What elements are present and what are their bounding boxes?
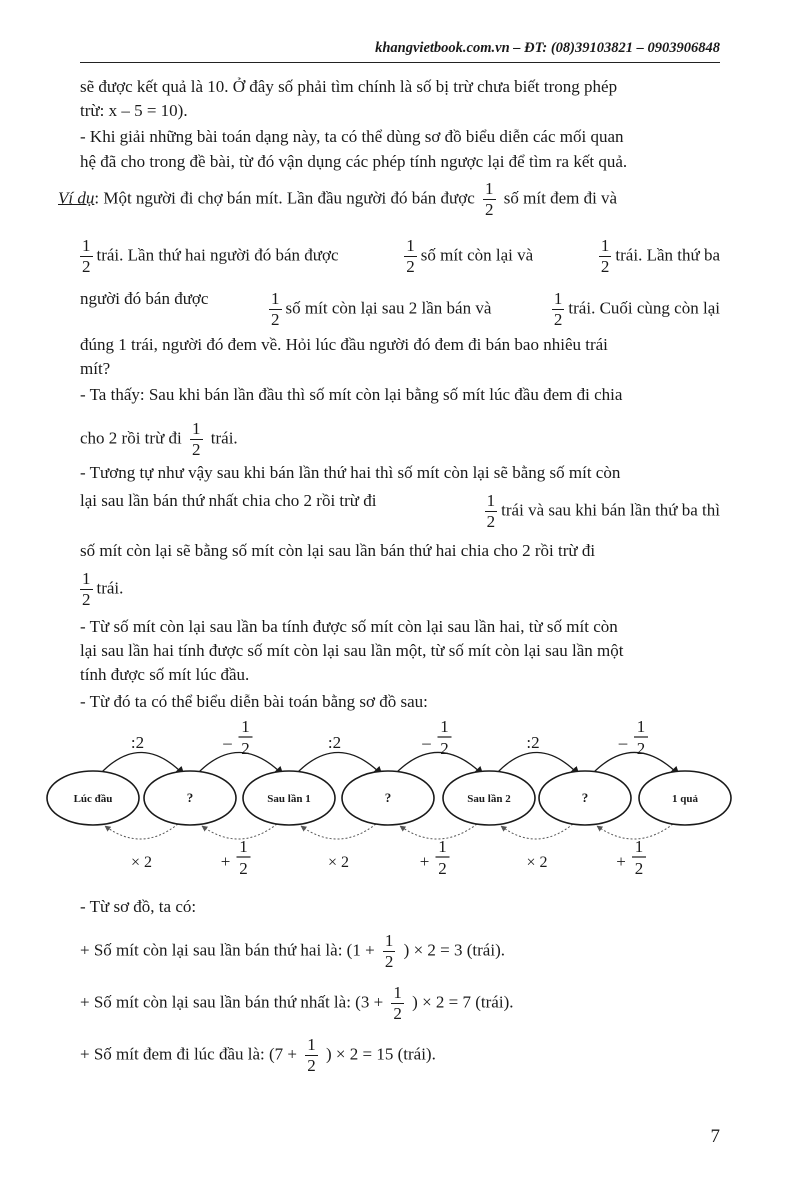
text-line: - Từ số mít còn lại sau lần ba tính được số mít còn lại sau lần hai, từ số mít còn	[80, 617, 618, 636]
diagram-node	[342, 771, 434, 825]
node-label: Lúc đầu	[73, 793, 113, 805]
fraction-half: $\frac{1}{2}$	[406, 236, 415, 276]
node-label: 1 quả	[672, 793, 698, 805]
fraction-numerator: 1	[634, 837, 644, 856]
backward-arrow	[501, 824, 573, 839]
fraction-denominator: 2	[239, 859, 248, 878]
fraction-denominator: 2	[634, 859, 644, 878]
fraction-half: $\frac{1}{2}$	[82, 236, 91, 276]
top-op-minus: –	[223, 733, 232, 752]
flow-diagram	[40, 715, 760, 895]
diagram-node	[443, 771, 535, 825]
text-line: sẽ được kết quả là 10. Ở đây số phải tìm chính là số bị trừ chưa biết trong phép	[80, 77, 618, 96]
forward-arrow	[497, 752, 579, 775]
fraction-numerator: 1	[241, 717, 250, 736]
top-op-divide: :2	[130, 733, 145, 752]
bottom-op-fraction	[436, 837, 450, 878]
text-line: hệ đã cho trong đề bài, từ đó vận dụng các phép tính ngược lại để tìm ra kết quả.	[80, 152, 628, 171]
solution-line: + Số mít còn lại sau lần bán thứ nhất là: (3 + $\frac{1}{2}$ ) × 2 = 7 (trái).	[80, 983, 514, 1023]
diagram-node	[639, 771, 731, 825]
fraction-half: $\frac{1}{2}$	[486, 491, 496, 531]
fraction-denominator: 2	[440, 739, 449, 758]
example-line: $\frac{1}{2}$ trái. Lần thứ hai người đó bán được $\frac{1}{2}$ số mít còn lại và $\frac{1}{2}$ trái. Lần thứ ba	[82, 236, 720, 276]
bottom-op-multiply: × 2	[526, 854, 548, 871]
fraction-half: $\frac{1}{2}$	[82, 569, 91, 609]
fraction-denominator: 2	[241, 739, 250, 758]
fraction-numerator: 1	[438, 837, 447, 856]
bottom-op-fraction	[237, 837, 251, 878]
node-label: ?	[186, 790, 194, 805]
diagram-node	[47, 771, 139, 825]
page-header: khangvietbook.com.vn – ĐT: (08)39103821 – 0903906848	[375, 40, 720, 56]
fraction-half: $\frac{1}{2}$	[384, 931, 394, 971]
analysis-line: $\frac{1}{2}$ trái.	[82, 569, 124, 609]
forward-arrow	[101, 752, 184, 775]
node-label: ?	[581, 790, 589, 805]
bottom-op-multiply: × 2	[327, 854, 350, 871]
top-op-divide: :2	[327, 733, 342, 752]
analysis-line: cho 2 rồi trừ đi $\frac{1}{2}$ trái.	[80, 419, 238, 459]
forward-arrow	[297, 752, 382, 775]
bottom-op-plus: +	[419, 852, 430, 871]
node-label: Sau lần 2	[467, 793, 511, 805]
text-line: - Ta thấy: Sau khi bán lần đầu thì số mít còn lại bằng số mít lúc đầu đem đi chia	[80, 385, 623, 404]
example-line: người đó bán được $\frac{1}{2}$ số mít còn lại sau 2 lần bán và $\frac{1}{2}$ trái. Cuối cùng còn lại	[80, 289, 720, 329]
text-line: - Từ đó ta có thể biểu diễn bài toán bằng sơ đồ sau:	[80, 692, 428, 711]
page-number: 7	[710, 1126, 720, 1147]
fraction-half: $\frac{1}{2}$	[553, 289, 563, 329]
node-label: ?	[384, 790, 392, 805]
example-label: Ví dụ	[58, 188, 95, 208]
text-line: trừ: x – 5 = 10).	[80, 101, 188, 120]
fraction-half: $\frac{1}{2}$	[600, 236, 610, 276]
top-op-divide: :2	[526, 733, 540, 752]
fraction-half: $\frac{1}{2}$	[271, 289, 280, 329]
text-line: - Khi giải những bài toán dạng này, ta có thể dùng sơ đồ biểu diễn các mối quan	[80, 127, 624, 146]
bottom-op-plus: +	[220, 852, 231, 871]
fraction-half: $\frac{1}{2}$	[307, 1035, 316, 1075]
top-op-fraction	[634, 717, 648, 758]
header-rule	[80, 62, 720, 63]
text-line: lại sau lần hai tính được số mít còn lại sau lần một, từ số mít còn lại sau lần một	[80, 641, 624, 660]
fraction-half: $\frac{1}{2}$	[192, 419, 201, 459]
fraction-numerator: 1	[239, 837, 248, 856]
diagram-node	[539, 771, 631, 825]
top-op-minus: –	[422, 733, 431, 752]
text-line: mít?	[80, 359, 111, 378]
node-label: Sau lần 1	[267, 793, 311, 805]
example-line: Ví dụ: Một người đi chợ bán mít. Lần đầu người đó bán được $\frac{1}{2}$ số mít đem đi và	[58, 179, 618, 219]
text-line: đúng 1 trái, người đó đem về. Hỏi lúc đầu người đó đem đi bán bao nhiêu trái	[80, 335, 608, 354]
solution-line: + Số mít đem đi lúc đầu là: (7 + $\frac{1}{2}$ ) × 2 = 15 (trái).	[80, 1035, 436, 1075]
text-line: - Tương tự như vậy sau khi bán lần thứ hai thì số mít còn lại sẽ bằng số mít còn	[80, 463, 621, 482]
bottom-op-plus: +	[616, 852, 626, 871]
diagram-node	[243, 771, 335, 825]
text-line: số mít còn lại sẽ bằng số mít còn lại sau lần bán thứ hai chia cho 2 rồi trừ đi	[80, 541, 596, 560]
top-op-fraction	[438, 717, 452, 758]
text-line: tính được số mít lúc đầu.	[80, 665, 250, 684]
text-line: - Từ sơ đồ, ta có:	[80, 897, 197, 916]
top-op-fraction	[239, 717, 253, 758]
fraction-numerator: 1	[636, 717, 646, 736]
analysis-line: lại sau lần bán thứ nhất chia cho 2 rồi trừ đi $\frac{1}{2}$ trái và sau khi bán lần thứ ba thì	[80, 491, 720, 531]
backward-arrow	[301, 824, 376, 839]
diagram-node	[144, 771, 236, 825]
fraction-numerator: 1	[440, 717, 449, 736]
solution-line: + Số mít còn lại sau lần bán thứ hai là: (1 + $\frac{1}{2}$ ) × 2 = 3 (trái).	[80, 931, 505, 971]
fraction-denominator: 2	[636, 739, 646, 758]
fraction-half: $\frac{1}{2}$	[485, 179, 494, 219]
fraction-half: $\frac{1}{2}$	[393, 983, 402, 1023]
bottom-op-fraction	[632, 837, 646, 878]
top-op-minus: –	[618, 733, 628, 752]
backward-arrow	[105, 824, 178, 839]
fraction-denominator: 2	[438, 859, 447, 878]
bottom-op-multiply: × 2	[130, 854, 153, 871]
